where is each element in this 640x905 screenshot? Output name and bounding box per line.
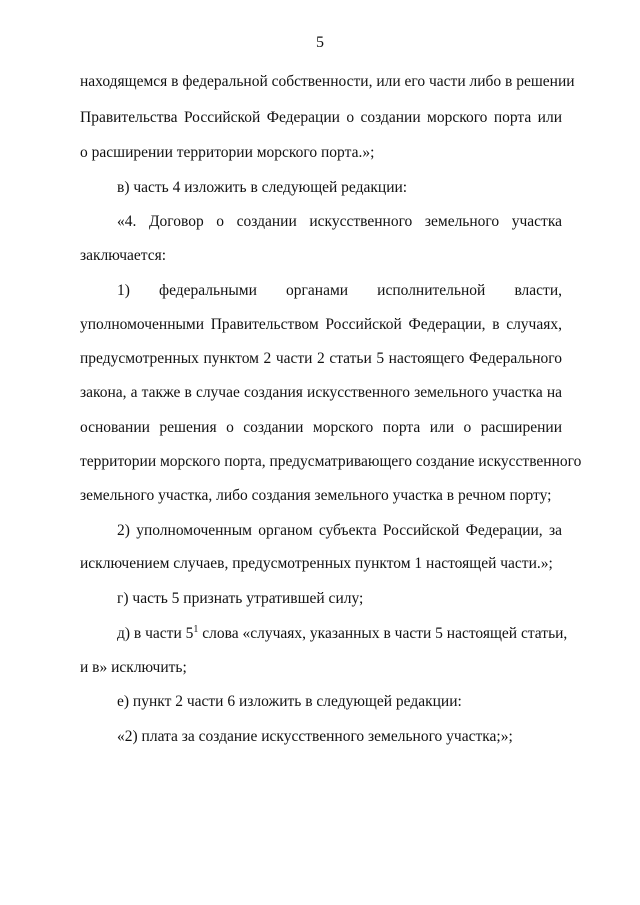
paragraph-line: «4. Договор о создании искусственного земельного участка [117, 213, 562, 230]
paragraph-line: о расширении территории морского порта.»; [80, 144, 375, 161]
paragraph-line: и в» исключить; [80, 659, 187, 676]
paragraph-line: заключается: [80, 247, 167, 264]
paragraph-line: 1) федеральными органами исполнительной власти, [117, 282, 562, 299]
paragraph-line: территории морского порта, предусматривающего создание искусственного [80, 453, 582, 470]
paragraph-line: е) пункт 2 части 6 изложить в следующей редакции: [117, 693, 462, 710]
paragraph-line: находящемся в федеральной собственности, или его части либо в решении [80, 73, 575, 90]
paragraph-line: уполномоченными Правительством Российской Федерации, в случаях, [80, 316, 562, 333]
paragraph-line: в) часть 4 изложить в следующей редакции: [117, 179, 408, 196]
paragraph-line: исключением случаев, предусмотренных пунктом 1 настоящей части.»; [80, 555, 553, 572]
paragraph-line: земельного участка, либо создания земельного участка в речном порту; [80, 487, 552, 504]
paragraph-line: закона, а также в случае создания искусственного земельного участка на [80, 384, 562, 401]
paragraph-line: «2) плата за создание искусственного земельного участка;»; [117, 728, 513, 745]
paragraph-line: Правительства Российской Федерации о создании морского порта или [80, 109, 562, 126]
line-text-before-superscript: д) в части 5 [117, 625, 194, 642]
page-number: 5 [316, 34, 324, 51]
superscript: 1 [193, 623, 199, 635]
paragraph-line: 2) уполномоченным органом субъекта Российской Федерации, за [117, 522, 562, 539]
paragraph-line [117, 623, 568, 644]
line-text-after-superscript: слова «случаях, указанных в части 5 настоящей статьи, [198, 625, 568, 642]
paragraph-line: г) часть 5 признать утратившей силу; [117, 590, 364, 607]
paragraph-line: основании решения о создании морского порта или о расширении [80, 419, 562, 436]
paragraph-line: предусмотренных пунктом 2 части 2 статьи 5 настоящего Федерального [80, 350, 562, 367]
